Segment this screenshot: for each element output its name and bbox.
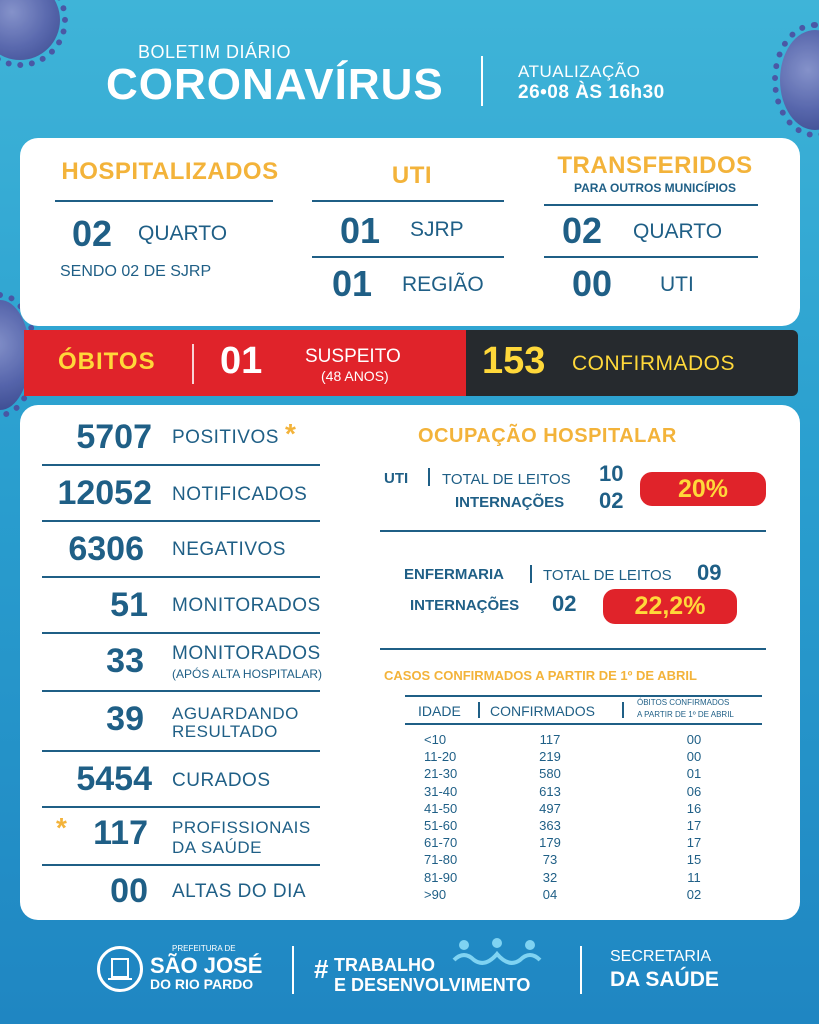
obitos-suspeito-num: 01 [220,340,263,382]
transferidos-row2-label: UTI [660,273,694,296]
obitos-confirmados-label: CONFIRMADOS [572,352,735,375]
casos-confirmados-cell: 580 [539,766,561,782]
transferidos-title: TRANSFERIDOS [557,152,753,179]
ocupacao-uti-intern-label: INTERNAÇÕES [455,494,565,511]
update-label: ATUALIZAÇÃO [518,62,641,81]
casos-obitos-cell: 17 [686,835,702,851]
header-title: CORONAVÍRUS [106,60,444,109]
wave-people-icon [452,938,542,971]
casos-obitos-cell: 00 [686,749,702,765]
footer-sec2: DA SAÚDE [610,968,719,991]
hospitalizados-title: HOSPITALIZADOS [61,158,279,185]
casos-header-obitos-sub: A PARTIR DE 1º DE ABRIL [637,710,734,719]
casos-obitos-cell: 02 [686,886,702,902]
casos-confirmados-cell: 117 [539,732,561,747]
footer-slogan1: TRABALHO [334,955,435,975]
casos-idade-cell: 61-70 [424,835,458,851]
hospitalizados-num: 02 [72,213,113,254]
ocupacao-enf-total: 09 [697,560,722,585]
hospitalizados-label: QUARTO [138,222,228,245]
stat-profissionais-label: PROFISSIONAIS [172,818,311,837]
asterisk-mark: * [285,418,296,449]
header-divider [481,56,483,106]
stat-notificados-label: NOTIFICADOS [172,484,308,505]
ocupacao-uti-intern: 02 [599,488,624,513]
ocupacao-uti-separator [428,468,430,486]
divider [55,200,273,202]
footer-city-line2: DO RIO PARDO [150,976,254,992]
stat-notificados-num: 12052 [57,474,152,512]
casos-idade-cell: <10 [424,732,447,747]
divider [42,520,320,522]
casos-confirmados-cell: 219 [539,749,561,765]
stat-monitorados-num: 51 [110,586,148,624]
obitos-divider [192,344,194,384]
header [0,38,819,118]
obitos-label: ÓBITOS [58,348,156,375]
stat-monitorados-label: MONITORADOS [172,595,321,616]
divider [42,464,320,466]
stat-curados-num: 5454 [76,760,152,798]
stat-negativos-num: 6306 [68,530,144,568]
casos-confirmados-cell: 497 [539,800,561,816]
casos-confirmados-cell: 613 [539,783,561,799]
footer-divider [292,946,294,994]
ocupacao-enf-label: ENFERMARIA [404,566,504,583]
casos-header-confirmados: CONFIRMADOS [490,703,595,719]
divider [380,530,766,532]
footer-pref-small: PREFEITURA DE [172,944,236,953]
uti-row2-label: REGIÃO [402,273,484,296]
casos-confirmados-cell: 73 [542,852,558,868]
stat-positivos-label: POSITIVOS [172,427,279,448]
divider [42,864,320,866]
casos-obitos-cell: 00 [686,732,702,747]
ocupacao-uti-total-label: TOTAL DE LEITOS [442,471,571,488]
stat-negativos-label: NEGATIVOS [172,539,286,560]
stat-altas-num: 00 [110,872,148,910]
casos-confirmados-cell: 32 [542,869,558,885]
divider [544,256,758,258]
stat-aguardando-label2: RESULTADO [172,722,278,741]
divider [42,576,320,578]
casos-idade-cell: 81-90 [424,869,458,885]
casos-header-obitos: ÓBITOS CONFIRMADOS [637,698,730,707]
casos-title: CASOS CONFIRMADOS A PARTIR DE 1º DE ABRIL [384,668,697,683]
casos-idade-cell: 51-60 [424,818,458,833]
stat-profissionais-label2: DA SAÚDE [172,838,262,857]
stat-curados-label: CURADOS [172,770,271,791]
casos-confirmados-cell: 04 [542,886,558,902]
divider [544,204,758,206]
transferidos-row1-num: 02 [562,210,603,251]
transferidos-row1-label: QUARTO [633,220,723,243]
obitos-confirmados-num: 153 [482,340,546,382]
ocupacao-enf-separator [530,565,532,583]
uti-row1-label: SJRP [410,218,464,241]
divider [42,750,320,752]
stat-altas-label: ALTAS DO DIA [172,881,307,902]
casos-confirmados-cell: 363 [539,818,561,833]
uti-row2-num: 01 [332,263,373,304]
divider [312,256,504,258]
casos-obitos-cell: 06 [686,783,702,799]
hospitalizados-note: SENDO 02 DE SJRP [60,263,212,280]
casos-idade-cell: 41-50 [424,800,458,816]
transferidos-row2-num: 00 [572,263,613,304]
casos-idade-cell: 21-30 [424,766,458,782]
divider [312,200,504,202]
footer-slogan2: E DESENVOLVIMENTO [334,975,531,995]
asterisk-mark: * [56,812,67,843]
footer-city-line1: SÃO JOSÉ [150,953,263,978]
casos-idade-cell: >90 [424,886,447,902]
casos-obitos-cell: 11 [687,869,701,885]
casos-header-sep [622,702,624,718]
stat-monitorados-alta-num: 33 [106,642,144,680]
ocupacao-enf-pct-badge: 22,2% [603,589,737,624]
update-date: 26•08 ÀS 16h30 [518,82,665,103]
transferidos-subtitle: PARA OUTROS MUNICÍPIOS [573,181,736,195]
casos-obitos-cell: 01 [686,766,702,782]
obitos-suspeito-label: SUSPEITO [305,346,401,367]
ocupacao-uti-label: UTI [384,470,409,487]
casos-header-idade: IDADE [418,703,461,719]
casos-obitos-cell: 17 [686,818,702,833]
casos-idade-cell: 11-20 [424,749,457,765]
divider [42,806,320,808]
casos-idade-cell: 71-80 [424,852,458,868]
casos-confirmados-cell: 179 [539,835,561,851]
stat-profissionais-num: 117 [93,814,148,852]
casos-idade-cell: 31-40 [424,783,458,799]
stat-monitorados-alta-label: MONITORADOS [172,643,321,664]
footer-hashtag: # [314,954,329,984]
ocupacao-enf-intern: 02 [552,591,577,616]
ocupacao-uti-total: 10 [599,461,624,486]
obitos-suspeito-note: (48 ANOS) [321,368,389,384]
header-subtitle: BOLETIM DIÁRIO [138,42,292,62]
ocupacao-uti-pct-badge: 20% [640,472,766,506]
casos-header-sep [478,702,480,718]
uti-row1-num: 01 [340,210,381,251]
ocupacao-enf-total-label: TOTAL DE LEITOS [543,567,672,584]
footer-divider [580,946,582,994]
casos-obitos-cell: 16 [686,800,702,816]
divider [42,690,320,692]
stat-aguardando-label: AGUARDANDO [172,704,299,723]
stat-monitorados-alta-note: (APÓS ALTA HOSPITALAR) [172,667,323,681]
ocupacao-title: OCUPAÇÃO HOSPITALAR [418,425,677,447]
uti-title: UTI [391,162,433,189]
casos-obitos-cell: 15 [686,852,702,868]
footer-sec1: SECRETARIA [610,948,712,965]
city-crest-icon [97,946,143,992]
stat-aguardando-num: 39 [106,700,144,738]
stat-positivos-num: 5707 [76,418,152,456]
ocupacao-enf-intern-label: INTERNAÇÕES [410,597,520,614]
divider [42,632,320,634]
divider [380,648,766,650]
